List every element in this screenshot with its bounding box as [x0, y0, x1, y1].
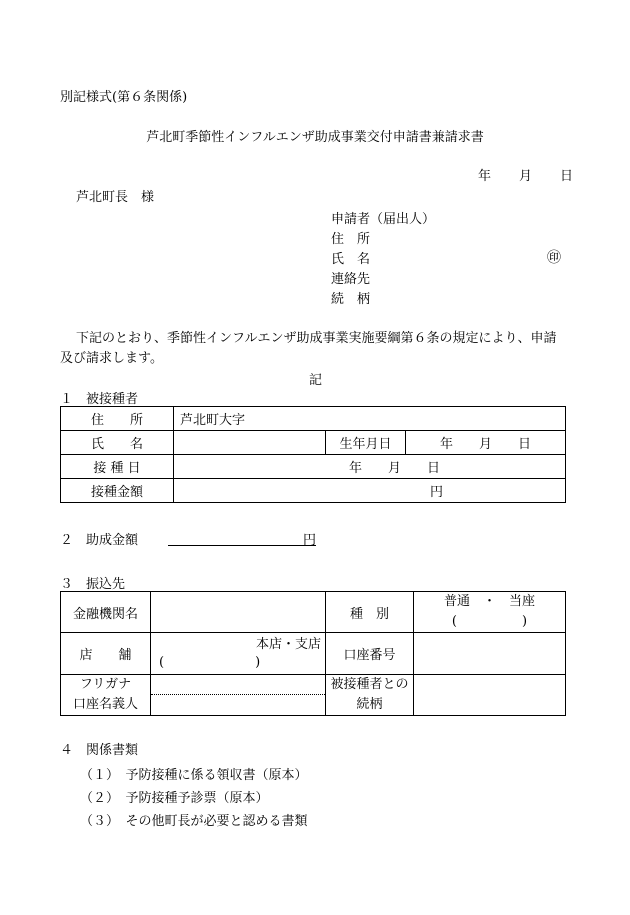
applicant-heading: 申請者（届出人） [331, 212, 436, 227]
document-title: 芦北町季節性インフルエンザ助成事業交付申請書兼請求書 [146, 130, 484, 145]
bank-name-value[interactable] [151, 592, 326, 633]
birth-value[interactable]: 年 月 日 [406, 431, 566, 455]
relation-label-line1: 被接種者との [330, 677, 409, 692]
name-value[interactable] [174, 431, 326, 455]
list-item: （１） 予防接種に係る領収書（原本） [80, 768, 308, 783]
section2-heading: ２ 助成金額 [60, 533, 139, 548]
branch-label: 店 舗 [61, 633, 151, 675]
furigana-label: フリガナ [79, 677, 132, 692]
account-holder-field[interactable] [151, 695, 325, 715]
applicant-name-label: 氏 名 [331, 252, 371, 267]
table-row [61, 431, 566, 455]
relation-value[interactable] [414, 675, 566, 716]
account-type-value[interactable] [414, 592, 566, 633]
section4-heading: ４ 関係書類 [60, 743, 139, 758]
holder-value[interactable] [151, 675, 326, 716]
recipient-table [60, 406, 566, 503]
birth-label: 生年月日 [326, 431, 406, 455]
applicant-relation-label: 続 柄 [331, 292, 371, 307]
account-number-label: 口座番号 [326, 633, 414, 675]
subsidy-amount-unit: 円 [303, 533, 317, 548]
name-label: 氏 名 [61, 431, 174, 455]
table-row [61, 407, 566, 431]
ki-label: 記 [309, 373, 323, 388]
list-item: （３） その他町長が必要と認める書類 [80, 814, 308, 829]
furigana-field[interactable] [151, 675, 325, 695]
applicant-address-label: 住 所 [331, 232, 371, 247]
table-row [61, 675, 566, 716]
vaccination-date-value[interactable]: 年 月 日 [174, 455, 566, 479]
table-row [61, 633, 566, 675]
bank-table [60, 591, 566, 716]
address-value[interactable]: 芦北町大字 [174, 407, 566, 431]
relation-label [326, 675, 414, 716]
form-reference: 別記様式(第６条関係) [60, 90, 188, 105]
account-type-options: 普通 ・ 当座 [443, 594, 535, 609]
vaccination-amount-value[interactable]: 円 [174, 479, 566, 503]
addressee: 芦北町長 様 [76, 190, 155, 205]
subsidy-amount-field[interactable] [168, 529, 316, 546]
section3-heading: ３ 振込先 [60, 577, 126, 592]
table-row [61, 455, 566, 479]
account-type-label: 種 別 [326, 592, 414, 633]
relation-label-line2: 続柄 [356, 697, 383, 712]
table-row [61, 592, 566, 633]
list-item: （２） 予防接種予診票（原本） [80, 791, 269, 806]
applicant-contact-label: 連絡先 [331, 272, 371, 287]
vaccination-date-label: 接 種 日 [61, 455, 174, 479]
branch-value[interactable] [151, 633, 326, 675]
body-text-line1: 下記のとおり、季節性インフルエンザ助成事業実施要綱第６条の規定により、申請 [76, 331, 557, 346]
branch-blank: ( ) [159, 654, 261, 670]
vaccination-amount-label: 接種金額 [61, 479, 174, 503]
bank-name-label: 金融機関名 [61, 592, 151, 633]
body-text-line2: 及び請求します。 [60, 351, 163, 366]
date-day: 日 [560, 169, 574, 184]
account-holder-label: 口座名義人 [72, 697, 138, 712]
account-type-blank: ( ) [451, 614, 528, 629]
seal-mark: ㊞ [547, 250, 561, 266]
holder-label [61, 675, 151, 716]
address-label: 住 所 [61, 407, 174, 431]
account-number-value[interactable] [414, 633, 566, 675]
section1-heading: １ 被接種者 [60, 392, 139, 407]
table-row [61, 479, 566, 503]
branch-type: 本店・支店 [255, 636, 321, 652]
date-month: 月 [519, 169, 533, 184]
date-year: 年 [478, 169, 492, 184]
